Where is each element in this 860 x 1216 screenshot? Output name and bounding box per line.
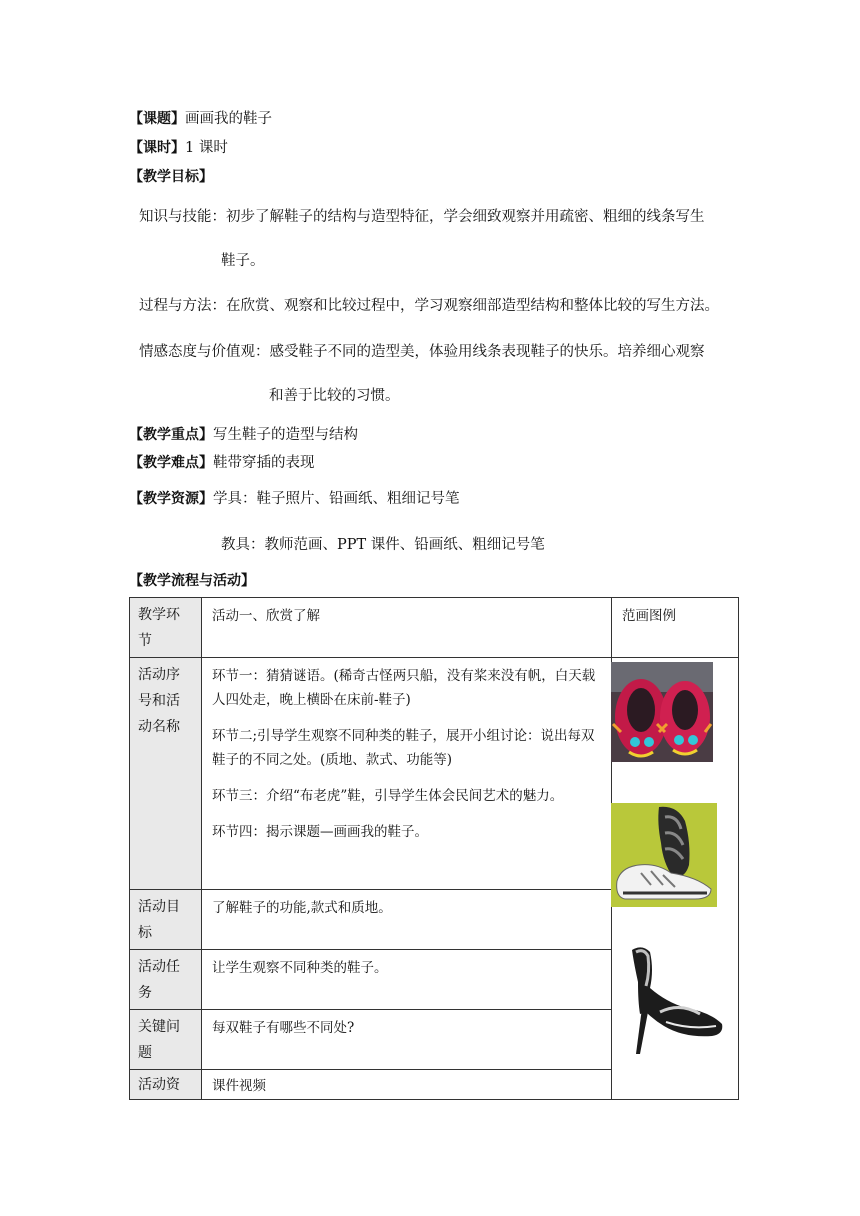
objective-emotion-cont: 和善于比较的习惯。 <box>269 388 400 404</box>
resources-line <box>129 489 460 509</box>
focus-text: 写生鞋子的造型与结构 <box>213 427 358 443</box>
activity-step-3: 环节三：介绍“布老虎”鞋，引导学生体会民间艺术的魅力。 <box>212 788 564 804</box>
difficulty-tag: 【教学难点】 <box>129 455 213 471</box>
stage-content: 活动一、欣赏了解 <box>202 598 612 658</box>
resources-student: 学具：鞋子照片、铅画纸、粗细记号笔 <box>213 491 460 507</box>
lesson-hours: 1 课时 <box>185 140 228 156</box>
lesson-hours-line <box>129 138 228 158</box>
flow-title-tag: 【教学流程与活动】 <box>129 573 255 589</box>
objective-emotion: 情感态度与价值观：感受鞋子不同的造型美，体验用线条表现鞋子的快乐。培养细心观察 <box>139 344 705 360</box>
table-row <box>130 598 739 658</box>
activity-step-4: 环节四：揭示课题—画画我的鞋子。 <box>212 824 428 840</box>
focus-tag: 【教学重点】 <box>129 427 213 443</box>
lesson-title-tag: 【课题】 <box>129 111 185 127</box>
activity-table <box>129 597 739 1100</box>
flow-title <box>129 571 255 591</box>
objective-knowledge-cont: 鞋子。 <box>221 253 265 269</box>
row-label-goal: 活动目标 <box>130 890 202 950</box>
task-content: 让学生观察不同种类的鞋子。 <box>202 950 612 1010</box>
resource-content: 课件视频 <box>202 1070 612 1100</box>
activity-step-1: 环节一：猜猜谜语。(稀奇古怪两只船，没有桨来没有帆，白天载人四处走，晚上横卧在床前-鞋子) <box>212 668 596 708</box>
lesson-title-line <box>129 109 272 129</box>
objective-process: 过程与方法：在欣赏、观察和比较过程中，学习观察细部造型结构和整体比较的写生方法。 <box>139 298 719 314</box>
activity-content <box>202 658 612 890</box>
difficulty-line <box>129 453 315 473</box>
example-images-cell <box>612 658 739 1100</box>
row-label-question: 关键问题 <box>130 1010 202 1070</box>
lesson-title: 画画我的鞋子 <box>185 111 272 127</box>
objectives-heading <box>129 167 213 187</box>
sneakers-image <box>611 803 717 907</box>
focus-line <box>129 425 358 445</box>
resources-tag: 【教学资源】 <box>129 491 213 507</box>
resources-teacher: 教具：教师范画、PPT 课件、铅画纸、粗细记号笔 <box>221 537 545 553</box>
difficulty-text: 鞋带穿插的表现 <box>213 455 315 471</box>
row-label-activity: 活动序号和活动名称 <box>130 658 202 890</box>
activity-step-2: 环节二;引导学生观察不同种类的鞋子，展开小组讨论：说出每双鞋子的不同之处。(质地、款式、功能等) <box>212 728 595 768</box>
objectives-tag: 【教学目标】 <box>129 169 213 185</box>
goal-content: 了解鞋子的功能,款式和质地。 <box>202 890 612 950</box>
table-row <box>130 658 739 890</box>
question-content: 每双鞋子有哪些不同处? <box>202 1010 612 1070</box>
tiger-head-shoes-image <box>611 662 713 762</box>
example-header: 范画图例 <box>612 598 739 658</box>
lesson-hours-tag: 【课时】 <box>129 140 185 156</box>
row-label-resource: 活动资 <box>130 1070 202 1100</box>
row-label-task: 活动任务 <box>130 950 202 1010</box>
objective-knowledge: 知识与技能：初步了解鞋子的结构与造型特征，学会细致观察并用疏密、粗细的线条写生 <box>139 209 705 225</box>
row-label-stage: 教学环节 <box>130 598 202 658</box>
high-heel-shoe-image <box>620 942 728 1058</box>
